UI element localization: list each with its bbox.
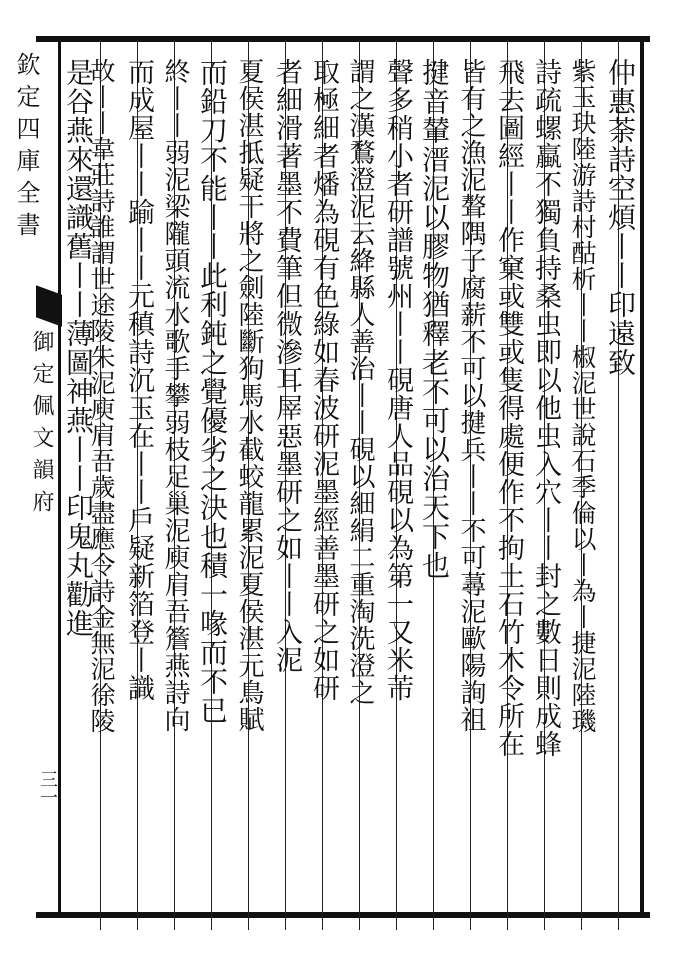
text-column-10: 者細滑著墨不費筆但微滲耳屖惡墨研之如丨丨入泥 — [271, 58, 302, 674]
text-column-15: 故丨丨韋莊詩誰謂世途陵朱泥庾肩吾歲盡應令詩金無泥徐陵 — [87, 58, 116, 734]
text-column-13: 終丨丨弱泥梁隴頭流水歌手攀弱枝足巢泥庾肩吾簷燕詩向 — [160, 58, 190, 733]
text-column-9: 取極細者燔為硯有色綠如春波研泥墨經善墨研之如研 — [308, 58, 339, 702]
text-column-12: 而鉛刀不能丨丨此利鈍之覺優劣之決也積一喙而不已 — [196, 58, 229, 725]
margin-book-title: 欽定四庫全書 — [12, 52, 40, 244]
text-column-4: 飛去圖經丨丨作窠或雙或隻得處便作不拘土石竹木令所在 — [493, 58, 524, 758]
right-border — [640, 36, 644, 918]
text-column-14: 而成屋丨丨踰丨丨元稹詩沉玉在丨丨戶疑新箔登丨識 — [123, 58, 154, 702]
margin-page-number: 三一 — [37, 770, 58, 806]
text-column-5: 皆有之漁泥聱隅子腐薪不可以揵兵丨丨不可蕁泥歐陽詢祖 — [456, 58, 486, 733]
text-column-7: 聲多稍小者研譜號州丨丨硯唐人品硯以為第一又米芾 — [382, 58, 413, 702]
top-border — [36, 36, 650, 42]
text-column-6: 揵音輦溍泥以膠物猶釋老不可以治天下也 — [418, 58, 451, 580]
left-border — [58, 36, 61, 918]
margin-volume-title: 御定佩文韻府 — [29, 330, 54, 522]
text-column-8: 謂之漢鶩澄泥云絳縣人善治丨丨硯以細絹二重淘洗澄之 — [345, 58, 375, 706]
text-column-1: 仲惠荼詩空煩丨丨印遠致 — [604, 58, 637, 377]
text-column-16: 是谷燕來還識舊丨丨薄圖神燕丨丨印鬼丸勸進 — [62, 58, 95, 638]
text-column-11: 夏侯湛抵疑干將之劍陸斷狗馬水截蛟龍累泥夏侯湛元鳥賦 — [234, 58, 264, 733]
text-column-3: 詩疏螺蠃不獨負持桑虫即以他虫入穴丨丨封之數日則成蜂 — [530, 58, 561, 758]
text-column-2: 紫玉玦陸游詩村酤析丨丨椒泥世說石季倫以丨為丨捷泥陸璣 — [568, 58, 597, 734]
